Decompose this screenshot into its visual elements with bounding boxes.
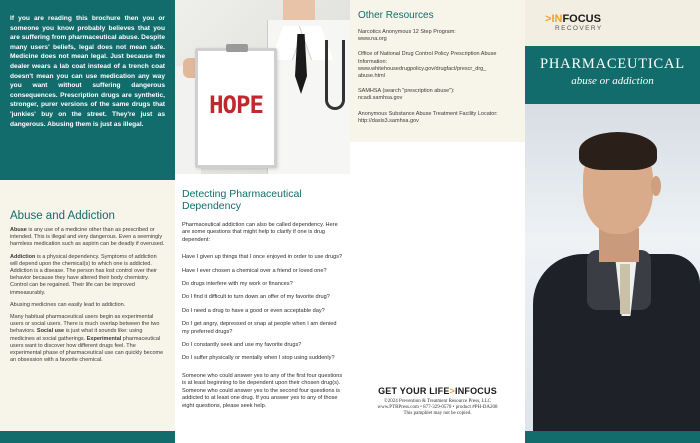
logo-separator: >	[449, 386, 455, 396]
question-item: Have I given up things that I once enjoyed in order to use drugs?	[182, 254, 343, 261]
intro-block	[0, 0, 175, 180]
copyright-line: ©2024 Prevention & Treatment Resource Press, LLC	[384, 399, 491, 404]
detecting-outro: Someone who could answer yes to any of the first four questions is at least beginning to be dependent upon their chosen drug(s). Someone who could answer yes to the second four questions is addicted to at least one drug. If you answer yes to any of those eight questions, please seek help.	[182, 372, 343, 409]
resource-line: Office of National Drug Control Policy Prescription Abuse Information:	[358, 51, 497, 65]
question-item: Do I constantly seek and use my favorite drugs?	[182, 342, 302, 349]
question-item: Do I suffer physically or mentally when I stop using suddenly?	[182, 355, 335, 362]
resource-item	[358, 88, 517, 102]
cover-subtitle: abuse or addiction	[571, 75, 654, 87]
abuse-addiction-heading: Abuse and Addiction	[10, 210, 115, 222]
logo-focus: FOCUS	[562, 13, 601, 25]
social-text-c: pharmaceutical users want to discover how different drugs feel. The experimental phase of pharmaceutical use can quickly become an obsession with a favorite chemical.	[10, 335, 164, 364]
abuse-paragraph	[10, 227, 165, 249]
logo-in: IN	[551, 13, 563, 25]
doctor-photo	[175, 0, 350, 174]
abuse-addiction-section	[0, 180, 175, 443]
resources-panel	[350, 0, 525, 443]
detecting-dependency-section	[175, 174, 350, 443]
logo-left-text: GET YOUR LIFE	[378, 386, 450, 396]
experimental-term: Experimental	[86, 335, 122, 342]
middle-panel	[175, 0, 350, 443]
social-use-term: Social use	[36, 328, 65, 335]
hope-sign-text: HOPE	[209, 91, 263, 119]
intro-text: If you are reading this brochure then you or someone you know probably believes that you are suffering from pharmaceutical abuse. Despite many users' beliefs, legal does not mean safe. Medicine does not mean legal. Just because the dealer wears a lab coat instead of a trench coat doesn't mean you can use medication any way you want without suffering dangerous consequences. Prescription drugs are synthetic, stronger, purer versions of the same drugs that 'junkies' buy on the street. They're just as dangerous. Abusing them is just as illegal.	[10, 15, 166, 128]
question-item: Do I need a drug to have a good or even acceptable day?	[182, 307, 325, 314]
blank-area	[350, 142, 525, 372]
copy-notice: This pamphlet may not be copied.	[403, 411, 472, 416]
resource-line: Narcotics Anonymous 12 Step Program:	[358, 29, 456, 35]
resource-link[interactable]: www.whitehousedrugpolicy.gov/drugfact/prescr_drg_	[358, 65, 487, 72]
resources-heading: Other Resources	[358, 10, 434, 21]
resource-link[interactable]: http://dasis3.samhsa.gov	[358, 117, 419, 124]
stethoscope-icon	[325, 40, 345, 110]
detecting-heading: Detecting Pharmaceutical Dependency	[182, 188, 302, 212]
question-item: Have I ever chosen a chemical over a friend or loved one?	[182, 267, 327, 274]
social-use-paragraph	[10, 314, 165, 364]
resource-line: SAMHSA (search "prescription abuse"):	[358, 88, 455, 95]
left-panel	[0, 0, 175, 443]
question-item: Do drugs interfere with my work or finances?	[182, 281, 293, 288]
resource-item	[358, 51, 517, 80]
other-resources-section	[350, 0, 525, 142]
cover-title-band	[525, 46, 700, 104]
infocus-recovery-logo	[545, 13, 603, 34]
logo-recovery: RECOVERY	[555, 25, 603, 32]
social-text-b: is just what it sounds like: using medicines at social gatherings.	[10, 328, 143, 342]
man-photo	[525, 104, 700, 443]
addiction-text: is a physical dependency. Symptoms of addiction will depend upon the chemical(s) to which one is addicted. Addiction is a disease. The person has lost control over their behavior because they have altered their body chemistry. Control can be regained. Their life can be improved immeasurably.	[10, 253, 157, 296]
logo-right-text: INFOCUS	[455, 386, 497, 396]
abuse-term: Abuse	[10, 227, 27, 233]
cover-header	[525, 0, 700, 40]
clipboard	[195, 48, 277, 168]
addiction-paragraph	[10, 254, 165, 297]
contact-line: www.PTRPress.com • 877-329-0570 • product #PH-DA208	[377, 405, 498, 410]
detecting-intro: Pharmaceutical addiction can also be called dependency. Here are some questions that might help to clarify if one is drug dependent:	[182, 222, 338, 243]
cover-panel	[525, 0, 700, 443]
question-item: Do I get angry, depressed or snap at people when I am denied my preferred drugs?	[182, 321, 337, 335]
question-item: Do I find it difficult to turn down an offer of my favorite drug?	[182, 294, 330, 301]
get-your-life-logo	[350, 386, 525, 396]
social-text-a: Many habitual pharmaceutical users begin as experimental users or social users. There is much overlap between the two behaviors.	[10, 314, 160, 335]
resource-link[interactable]: abuse.html	[358, 73, 385, 80]
addiction-term: Addiction	[10, 253, 36, 260]
abuse-text: is any use of a medicine other than as prescribed or intended. This is illegal and very dangerous. Even a seemingly harmless medication such as aspirin can be deadly if overused.	[10, 227, 165, 248]
resource-link[interactable]: ncadi.samhsa.gov	[358, 95, 403, 102]
resource-link[interactable]: www.na.org	[358, 36, 387, 43]
cover-title: PHARMACEUTICAL	[540, 56, 685, 72]
resource-item	[358, 111, 517, 125]
left-bottom-bar	[0, 431, 175, 443]
cover-bottom-bar	[525, 431, 700, 443]
resource-item	[358, 29, 517, 43]
publisher-footer	[350, 386, 525, 417]
resource-line: Anonymous Substance Abuse Treatment Facility Locator:	[358, 110, 498, 117]
chevron-right-icon: >	[545, 13, 552, 25]
abuse-leads-paragraph: Abusing medicines can easily lead to addiction.	[10, 301, 126, 308]
